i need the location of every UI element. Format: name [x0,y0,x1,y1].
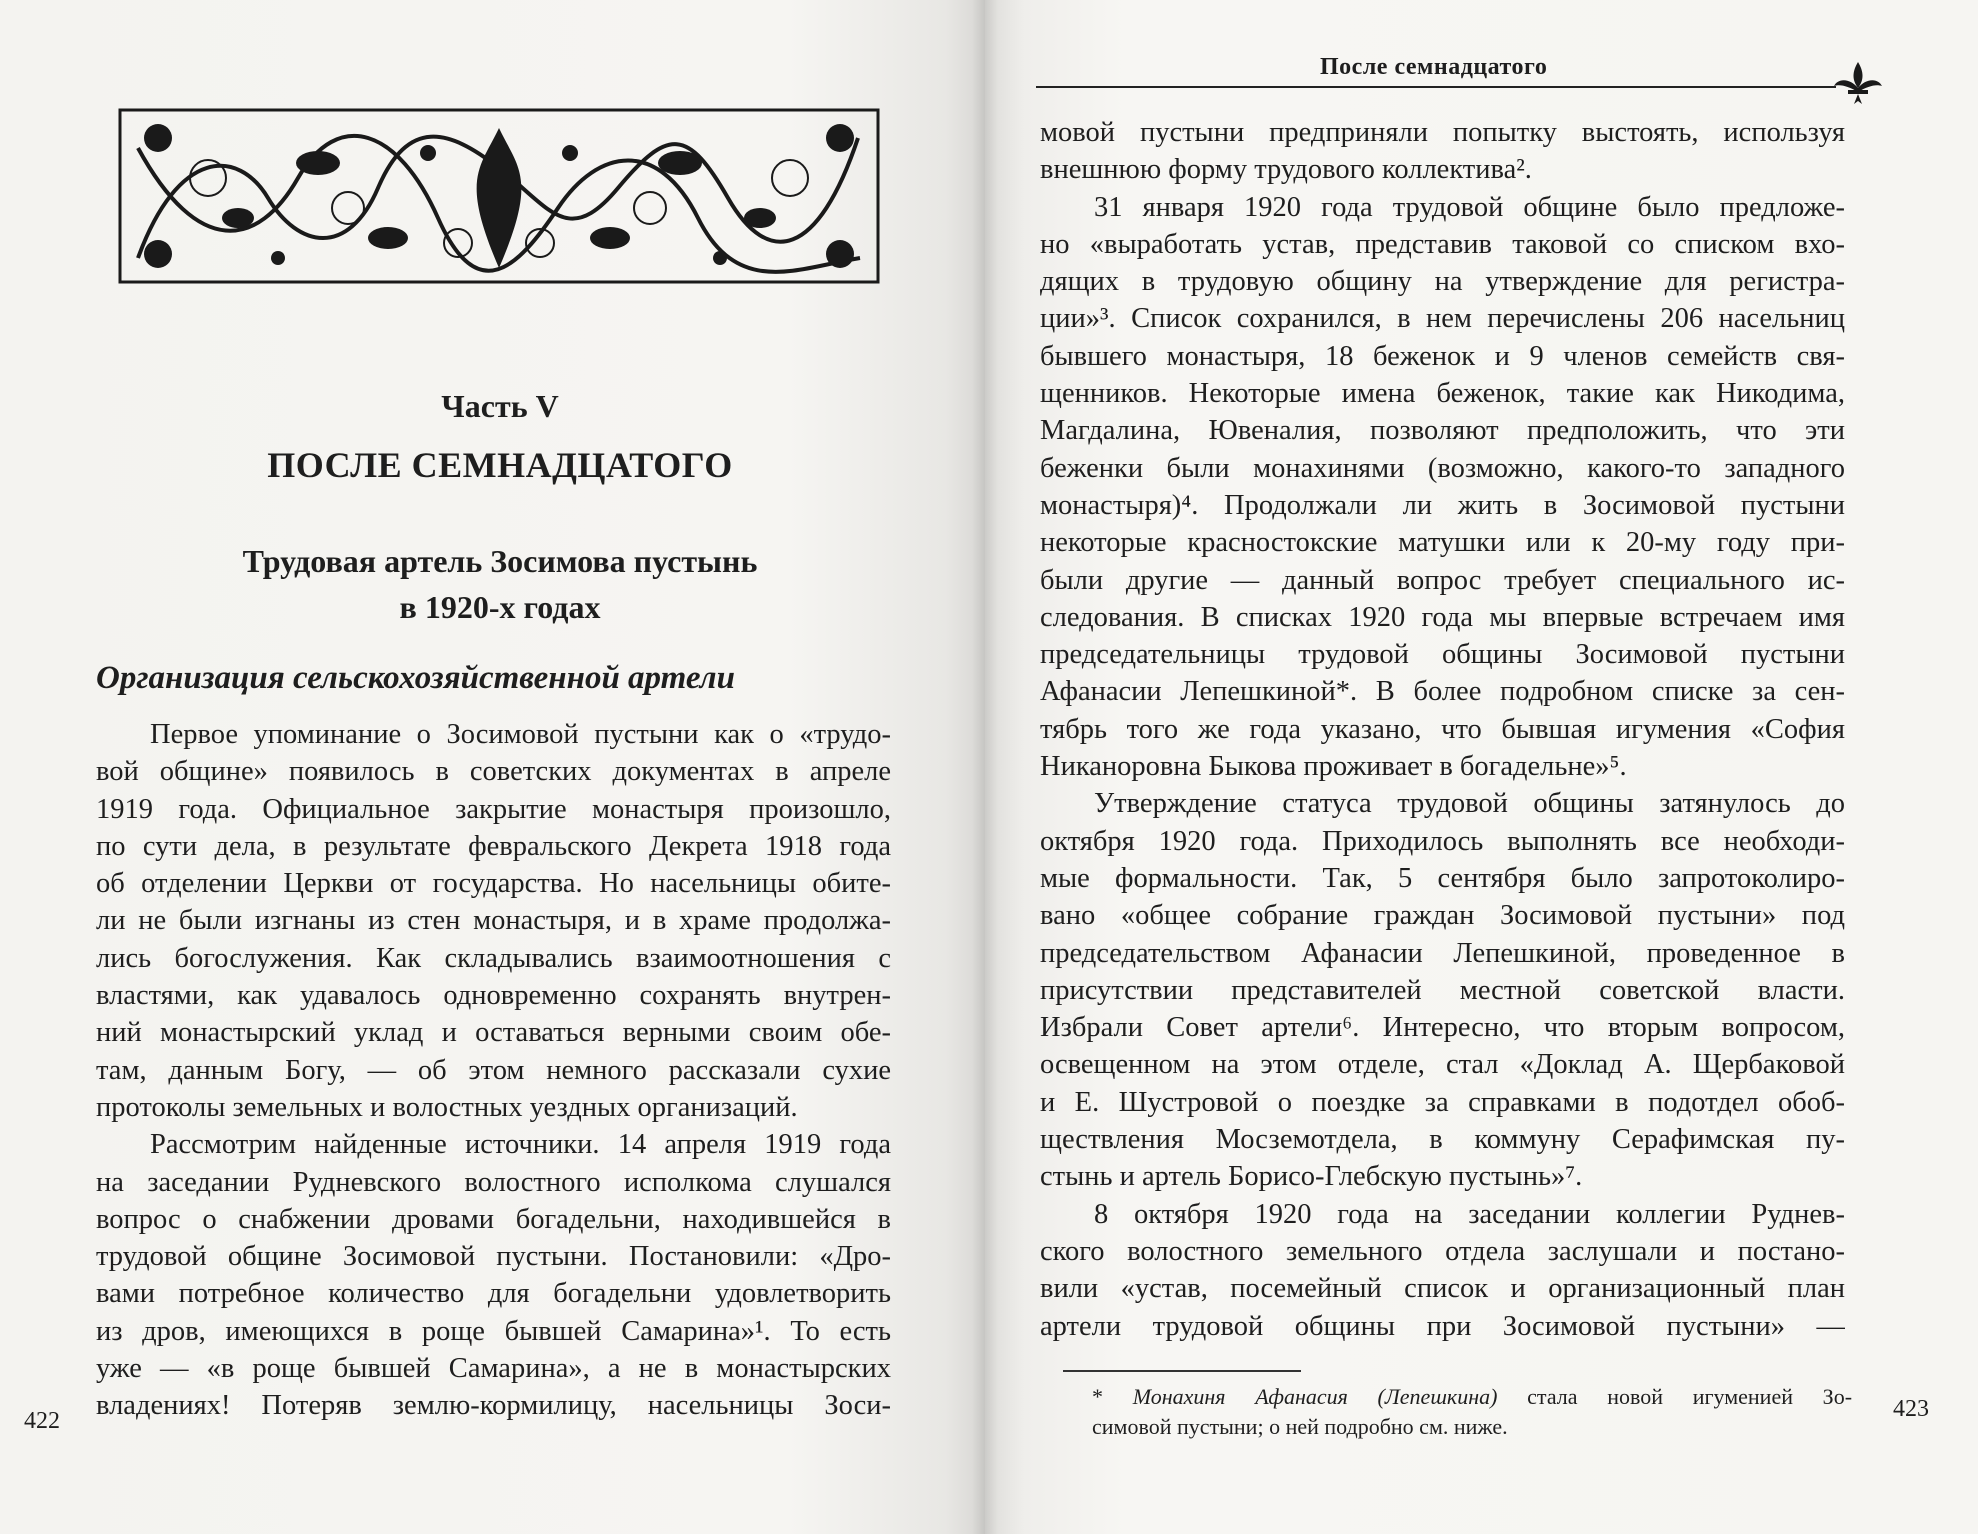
chapter-title-line: в 1920-х годах [399,589,601,625]
running-head: После семнадцатого [1320,54,1548,80]
text-line: властями, как удавалось одновременно сохранять внутрен- [96,980,891,1012]
text-line: вами потребное количество для богадельни удовлетворить [96,1278,891,1310]
section-heading: Организация сельскохозяйственной артели [96,660,735,696]
text-line: дящих в трудовую общину на утверждение для регистра- [1040,266,1845,298]
text-line: ли не были изгнаны из стен монастыря, и в храме продолжа- [96,905,891,937]
footnote-rule [1063,1370,1301,1372]
text-line: вой общине» появилось в советских документах в апреле [96,756,891,788]
text-line: тябрь того же года указано, что бывшая игумения «София [1040,713,1845,745]
text-line: стынь и артель Борисо-Глебскую пустынь»⁷. [1040,1161,1583,1193]
footnote [1092,1382,1852,1442]
text-line: присутствии представителей местной советской власти. [1040,974,1845,1006]
footnote-text: стала новой игуменией Зо- [1527,1384,1853,1409]
text-line: председательницы трудовой общины Зосимовой пустыни [1040,639,1845,671]
text-line: Магдалина, Ювеналия, позволяют предположить, что эти [1040,415,1845,447]
text-line: монастыря)⁴. Продолжали ли жить в Зосимовой пустыни [1040,489,1845,521]
text-line: Избрали Совет артели⁶. Интересно, что вторым вопросом, [1040,1012,1845,1044]
text-line: об отделении Церкви от государства. Но насельницы обите- [96,868,891,900]
text-line: Первое упоминание о Зосимовой пустыни как о «трудо- [150,719,891,750]
text-line: ний монастырский уклад и оставаться верными своим обе- [96,1017,891,1049]
text-line: были другие — данный вопрос требует специального ис- [1040,564,1845,596]
text-line: 31 января 1920 года трудовой общине было предложе- [1094,191,1845,223]
text-line: щенников. Некоторые имена беженок, такие как Никодима, [1040,378,1845,410]
text-line: уже — «в роще бывшей Самарина», а не в монастырских [96,1353,891,1385]
text-line: лись богослужения. Как складывались взаимоотношения с [96,942,891,974]
text-line: Утверждение статуса трудовой общины затянулось до [1094,788,1845,820]
text-line: следования. В списках 1920 года мы впервые встречаем имя [1040,601,1845,633]
text-line: по сути дела, в результате февральского Декрета 1918 года [96,830,891,862]
fleur-de-lis-icon [1830,58,1886,108]
text-line: 8 октября 1920 года на заседании коллегии Руднев- [1094,1198,1845,1230]
text-line: октября 1920 года. Приходилось выполнять все необходи- [1040,825,1845,857]
footnote-line [1092,1382,1852,1412]
text-line: протоколы земельных и волостных уездных организаций. [96,1091,798,1123]
text-line: там, данным Богу, — об этом немного рассказали сухие [96,1054,891,1086]
text-line: ществления Мосземотдела, в коммуну Серафимская пу- [1040,1124,1845,1156]
page-number-left: 422 [24,1408,60,1434]
text-line: из дров, имеющихся в роще бывшей Самарина»¹. То есть [96,1315,891,1347]
text-line: 1919 года. Официальное закрытие монастыря произошло, [96,793,891,825]
text-line: трудовой общине Зосимовой пустыни. Постановили: «Дро- [96,1241,891,1273]
text-line: Никаноровна Быкова проживает в богадельне»⁵. [1040,751,1627,783]
text-line: и Е. Шустровой о поездке за справками в подотдел обоб- [1040,1086,1845,1118]
part-title: Часть V [441,388,559,424]
text-line: мые формальности. Так, 5 сентября было запротоколиро- [1040,862,1845,894]
chapter-title-line: Трудовая артель Зосимова пустынь [242,543,758,579]
text-line: вопрос о снабжении дровами богадельни, находившейся в [96,1203,891,1235]
text-line: Афанасии Лепешкиной*. В более подробном списке за сен- [1040,676,1845,708]
text-line: мовой пустыни предприняли попытку выстоять, используя [1040,117,1845,148]
page-number-right: 423 [1893,1396,1929,1422]
text-line: ского волостного земельного отдела заслушали и постано- [1040,1235,1845,1267]
footnote-marker: * [1092,1384,1103,1409]
footnote-line: симовой пустыни; о ней подробно см. ниже. [1092,1414,1508,1439]
part-subtitle: ПОСЛЕ СЕМНАДЦАТОГО [267,445,733,485]
text-line: внешнюю форму трудового коллектива². [1040,154,1532,186]
text-line: председательством Афанасии Лепешкиной, проведенное в [1040,937,1845,969]
text-line: бывшего монастыря, 18 беженок и 9 членов семейств свя- [1040,340,1845,372]
right-body-text [1040,114,1845,1345]
text-line: вили «устав, посемейный список и организационный план [1040,1273,1845,1305]
text-line: освещенном на этом отделе, стал «Доклад А. Щербаковой [1040,1049,1845,1081]
text-line: некоторые красностокские матушки или к 20-му году при- [1040,527,1845,559]
text-line: артели трудовой общины при Зосимовой пустыни» — [1040,1310,1845,1342]
footnote-name: Монахиня Афанасия (Лепешкина) [1132,1384,1498,1409]
left-page [0,0,985,1534]
text-line: владениях! Потеряв землю-кормилицу, насельницы Зоси- [96,1390,891,1422]
text-line: Рассмотрим найденные источники. 14 апреля 1919 года [150,1129,891,1161]
text-line: вано «общее собрание граждан Зосимовой пустыни» под [1040,900,1845,932]
left-body-text [96,716,891,1425]
floral-headpiece-ornament [118,108,880,284]
text-line: на заседании Рудневского волостного исполкома слушался [96,1166,891,1198]
chapter-title [150,538,850,630]
text-line: но «выработать устав, представив таковой со списком вхо- [1040,228,1845,260]
text-line: беженки были монахинями (возможно, какого-то западного [1040,452,1845,484]
header-rule [1036,86,1836,88]
book-gutter-shadow [972,0,998,1534]
text-line: ции»³. Список сохранился, в нем перечислены 206 насельниц [1040,303,1845,335]
